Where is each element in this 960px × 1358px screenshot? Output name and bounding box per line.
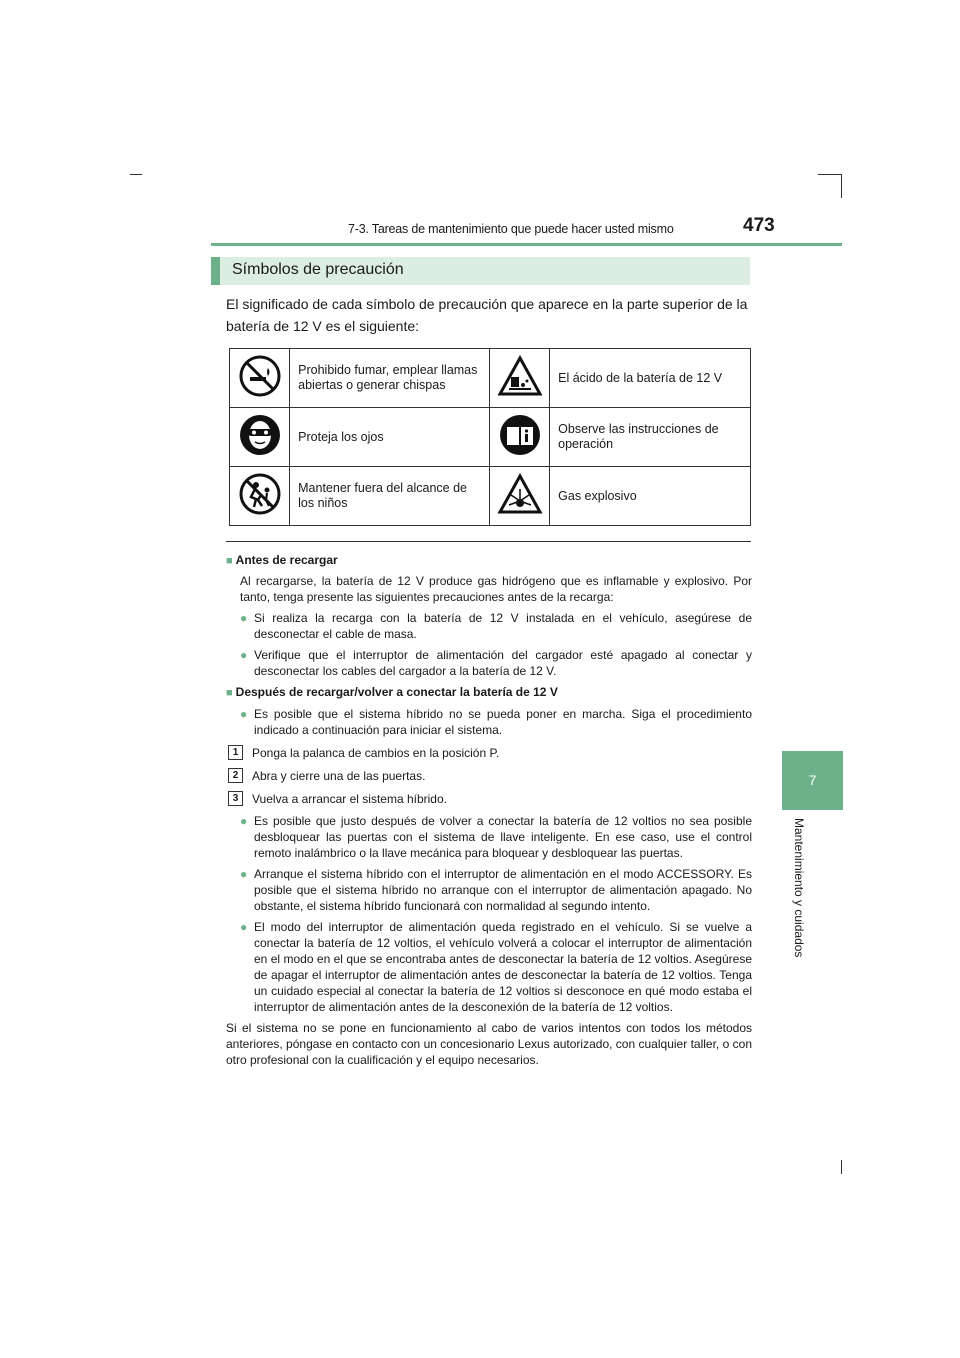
crop-mark — [818, 174, 842, 175]
eye-protection-icon — [230, 408, 290, 467]
list-item: ● El modo del interruptor de alimentación queda registrado en el vehículo. Si se vuelve a conectar la batería de 12 voltios, el vehículo volverá a colocar el interruptor de alimentación en el modo en el que se encontraba antes de desconectar la batería de 12 voltios. Asegúrese de apagar el interruptor de alimentación antes de desconectar la batería de 12 voltios. Tenga un cuidado especial al conectar la batería de 12 voltios si desconoce en qué modo estaba el interruptor de alimentación antes de la desconexión de la batería de 12 voltios. — [240, 920, 752, 1014]
list-item: ● Si realiza la recarga con la batería de 12 V instalada en el vehículo, asegúrese de desconectar el cable de masa. — [240, 611, 752, 641]
bullet-icon: ● — [240, 611, 248, 625]
square-bullet-icon: ■ — [226, 687, 233, 699]
list-item: ● Es posible que el sistema híbrido no se pueda poner en marcha. Siga el procedimiento indicado a continuación para iniciar el sistema. — [240, 707, 752, 737]
table-row — [230, 408, 751, 467]
subheading: ■ Después de recargar/volver a conectar la batería de 12 V — [226, 685, 558, 699]
square-bullet-icon: ■ — [226, 555, 233, 567]
bullet-icon: ● — [240, 707, 248, 721]
intro-paragraph: El significado de cada símbolo de precaución que aparece en la parte superior de la batería de 12 V es el siguiente: — [226, 296, 748, 334]
battery-acid-icon — [489, 349, 549, 408]
before-charging-block — [226, 552, 752, 738]
crop-mark — [841, 1160, 842, 1174]
step-number: 3 — [228, 791, 243, 806]
list-item: ● Arranque el sistema híbrido con el interruptor de alimentación en el modo ACCESSORY. Es posible que el sistema híbrido no arranque con el interruptor de alimentación apagado. No obstante, el sistema híbrido funcionará con normalidad al segundo intento. — [240, 867, 752, 913]
crop-mark — [130, 174, 142, 175]
after-charging-notes — [226, 813, 752, 1068]
crop-mark — [841, 174, 842, 198]
list-item: ● Es posible que justo después de volver a conectar la batería de 12 voltios no sea posible desbloquear las puertas con el sistema de llave inteligente. En ese caso, use el control remoto inalámbrico o la llave mecánica para bloquear y desbloquear las puertas. — [240, 814, 752, 860]
step-text: Abra y cierre una de las puertas. — [252, 769, 426, 783]
page-number: 473 — [743, 215, 775, 236]
step-text: Ponga la palanca de cambios en la posición P. — [252, 746, 500, 760]
step-number: 2 — [228, 768, 243, 783]
no-smoking-icon — [230, 349, 290, 408]
explosive-gas-icon — [489, 467, 549, 526]
symbol-description: Gas explosivo — [550, 467, 751, 526]
table-row — [230, 467, 751, 526]
list-item: ● Verifique que el interruptor de alimentación del cargador esté apagado al conectar y desconectar los cables del cargador a la batería de 12 V. — [240, 648, 752, 678]
bullet-icon: ● — [240, 867, 248, 881]
read-instructions-icon — [489, 408, 549, 467]
symbol-description: Prohibido fumar, emplear llamas abiertas o generar chispas — [290, 349, 490, 408]
symbol-description: El ácido de la batería de 12 V — [550, 349, 751, 408]
section-title: Símbolos de precaución — [232, 261, 404, 278]
step-number: 1 — [228, 745, 243, 760]
bullet-icon: ● — [240, 920, 248, 934]
symbol-description: Proteja los ojos — [290, 408, 490, 467]
bullet-icon: ● — [240, 814, 248, 828]
keep-away-children-icon — [230, 467, 290, 526]
step-text: Vuelva a arrancar el sistema híbrido. — [252, 792, 447, 806]
bullet-icon: ● — [240, 648, 248, 662]
subheading: ■ Antes de recargar — [226, 553, 338, 567]
chapter-tab: 7 — [782, 751, 843, 810]
closing-paragraph: Si el sistema no se pone en funcionamiento al cabo de varios intentos con todos los métodos anteriores, póngase en contacto con un concesionario Lexus autorizado, con cualquier taller, o con otro profesional con la cualificación y el equipo necesarios. — [226, 1021, 752, 1067]
header-rule — [211, 243, 842, 246]
paragraph: Al recargarse, la batería de 12 V produce gas hidrógeno que es inflamable y explosivo. Por tanto, tenga presente las siguientes precauciones antes de la recarga: — [240, 574, 752, 604]
symbols-table — [229, 348, 751, 526]
symbol-description: Mantener fuera del alcance de los niños — [290, 467, 490, 526]
chapter-tab-label: Mantenimiento y cuidados — [792, 818, 806, 958]
table-row — [230, 349, 751, 408]
running-header: 7-3. Tareas de mantenimiento que puede hacer usted mismo — [348, 222, 674, 236]
symbol-description: Observe las instrucciones de operación — [550, 408, 751, 467]
section-heading — [211, 257, 750, 285]
divider — [226, 541, 751, 542]
